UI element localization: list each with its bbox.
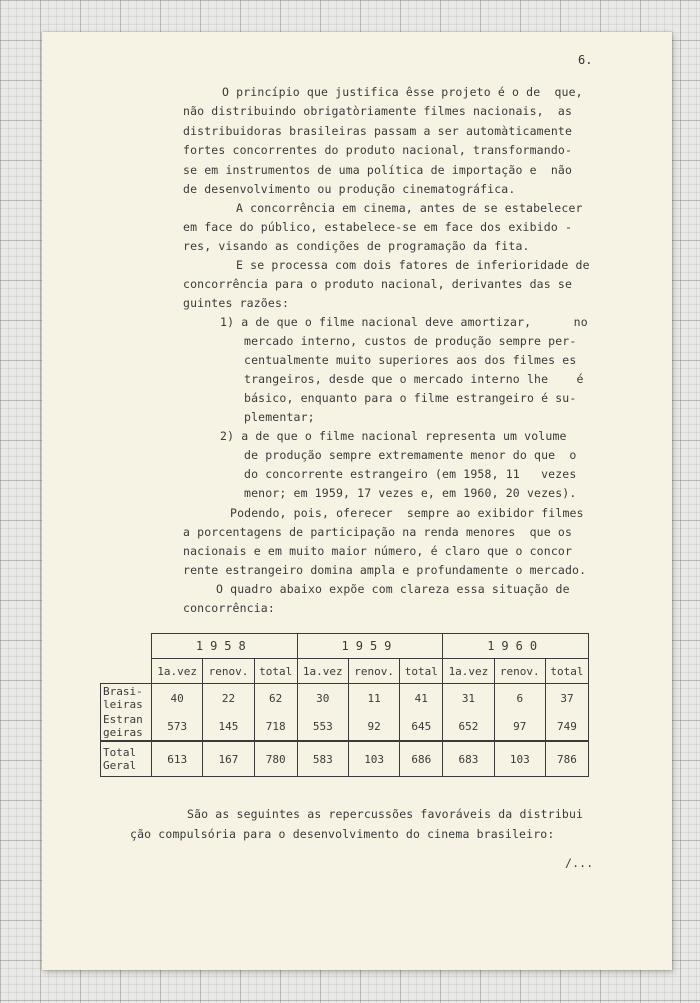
- table-cell: 6: [494, 684, 545, 713]
- column-header: 1a.vez: [297, 659, 348, 684]
- table-cell: 37: [545, 684, 588, 713]
- table-cell: 40: [152, 684, 203, 713]
- table-cell: 11: [348, 684, 399, 713]
- table-row: [101, 712, 589, 741]
- row-label-line: leiras: [103, 698, 143, 711]
- table-cell: 167: [203, 741, 254, 777]
- text-line: O quadro abaixo expõe com clareza essa situação de: [216, 582, 570, 596]
- table-cell: 683: [443, 741, 494, 777]
- text-line: se em instrumentos de uma política de importação e não: [183, 163, 573, 177]
- table-cell: 62: [254, 684, 297, 713]
- list-item-line: de produção sempre extremamente menor do que o: [244, 448, 577, 462]
- table-cell: 92: [348, 712, 399, 741]
- text-line: O princípio que justifica êsse projeto é o de que,: [222, 85, 583, 99]
- text-line: de desenvolvimento ou produção cinematográfica.: [183, 182, 516, 196]
- list-item-line: do concorrente estrangeiro (em 1958, 11 vezes: [244, 467, 577, 481]
- year-header: 1958: [152, 634, 298, 659]
- table-cell: 645: [400, 712, 443, 741]
- year-header-row: [101, 634, 589, 659]
- text-line: nacionais e em muito maior número, é claro que o concor: [183, 544, 573, 558]
- table-cell: 553: [297, 712, 348, 741]
- row-label: [101, 684, 152, 713]
- list-item-line: trangeiros, desde que o mercado interno lhe é: [244, 372, 584, 386]
- list-item-line: centualmente muito superiores aos dos filmes es: [244, 353, 577, 367]
- table-cell: 103: [348, 741, 399, 777]
- column-header: 1a.vez: [152, 659, 203, 684]
- column-header: renov.: [348, 659, 399, 684]
- list-item-line: 1) a de que o filme nacional deve amortizar, no: [220, 315, 588, 329]
- table-cell: 583: [297, 741, 348, 777]
- text-line: Podendo, pois, oferecer sempre ao exibidor filmes: [230, 506, 584, 520]
- column-header: 1a.vez: [443, 659, 494, 684]
- table-cell: 749: [545, 712, 588, 741]
- table-corner: [101, 634, 152, 684]
- total-row: [101, 741, 589, 777]
- year-header: 1960: [443, 634, 589, 659]
- text-line: res, visando as condições de programação da fita.: [183, 239, 530, 253]
- table-row: [101, 684, 589, 713]
- competition-table: [100, 633, 589, 777]
- text-line: concorrência para o produto nacional, derivantes das se: [183, 277, 573, 291]
- table-cell: 686: [400, 741, 443, 777]
- table-cell: 103: [494, 741, 545, 777]
- row-label: [101, 712, 152, 741]
- list-item-line: menor; em 1959, 17 vezes e, em 1960, 20 vezes).: [244, 486, 577, 500]
- list-item-line: mercado interno, custos de produção sempre per-: [244, 334, 577, 348]
- table-cell: 31: [443, 684, 494, 713]
- list-item-line: 2) a de que o filme nacional representa um volume: [220, 429, 567, 443]
- row-label-line: Geral: [103, 759, 137, 772]
- column-header: renov.: [494, 659, 545, 684]
- column-header: total: [545, 659, 588, 684]
- text-line: em face do público, estabelece-se em face dos exibido -: [183, 220, 573, 234]
- table-cell: 145: [203, 712, 254, 741]
- text-line: fortes concorrentes do produto nacional, transformando-: [183, 143, 573, 157]
- column-header: total: [254, 659, 297, 684]
- sub-header-row: [101, 659, 589, 684]
- table-cell: 97: [494, 712, 545, 741]
- table-cell: 613: [152, 741, 203, 777]
- text-line: não distribuindo obrigatòriamente filmes nacionais, as: [183, 104, 573, 118]
- row-label-line: Estran: [103, 713, 143, 726]
- continuation-mark: /...: [565, 856, 594, 870]
- list-item-line: plementar;: [244, 410, 315, 424]
- list-item-line: básico, enquanto para o filme estrangeiro é su-: [244, 391, 577, 405]
- column-header: total: [400, 659, 443, 684]
- text-line: rente estrangeiro domina ampla e profundamente o mercado.: [183, 563, 587, 577]
- table-cell: 22: [203, 684, 254, 713]
- text-line: São as seguintes as repercussões favoráveis da distribui: [187, 807, 584, 821]
- text-line: concorrência:: [183, 601, 275, 615]
- text-line: guintes razões:: [183, 296, 290, 310]
- text-line: ção compulsória para o desenvolvimento do cinema brasileiro:: [130, 827, 555, 841]
- row-label-line: geiras: [103, 726, 143, 739]
- table-cell: 652: [443, 712, 494, 741]
- table-cell: 573: [152, 712, 203, 741]
- table-cell: 786: [545, 741, 588, 777]
- table-cell: 780: [254, 741, 297, 777]
- text-line: distribuidoras brasileiras passam a ser automàticamente: [183, 124, 573, 138]
- year-header: 1959: [297, 634, 443, 659]
- text-line: E se processa com dois fatores de inferioridade de: [236, 258, 590, 272]
- row-label-line: Total: [103, 746, 137, 759]
- table-cell: 30: [297, 684, 348, 713]
- row-label-line: Brasi-: [103, 685, 143, 698]
- text-line: A concorrência em cinema, antes de se estabelecer: [236, 201, 583, 215]
- table-cell: 41: [400, 684, 443, 713]
- column-header: renov.: [203, 659, 254, 684]
- text-line: a porcentagens de participação na renda menores que os: [183, 525, 573, 539]
- page-number: 6.: [578, 53, 593, 67]
- row-label: [101, 741, 152, 777]
- table-cell: 718: [254, 712, 297, 741]
